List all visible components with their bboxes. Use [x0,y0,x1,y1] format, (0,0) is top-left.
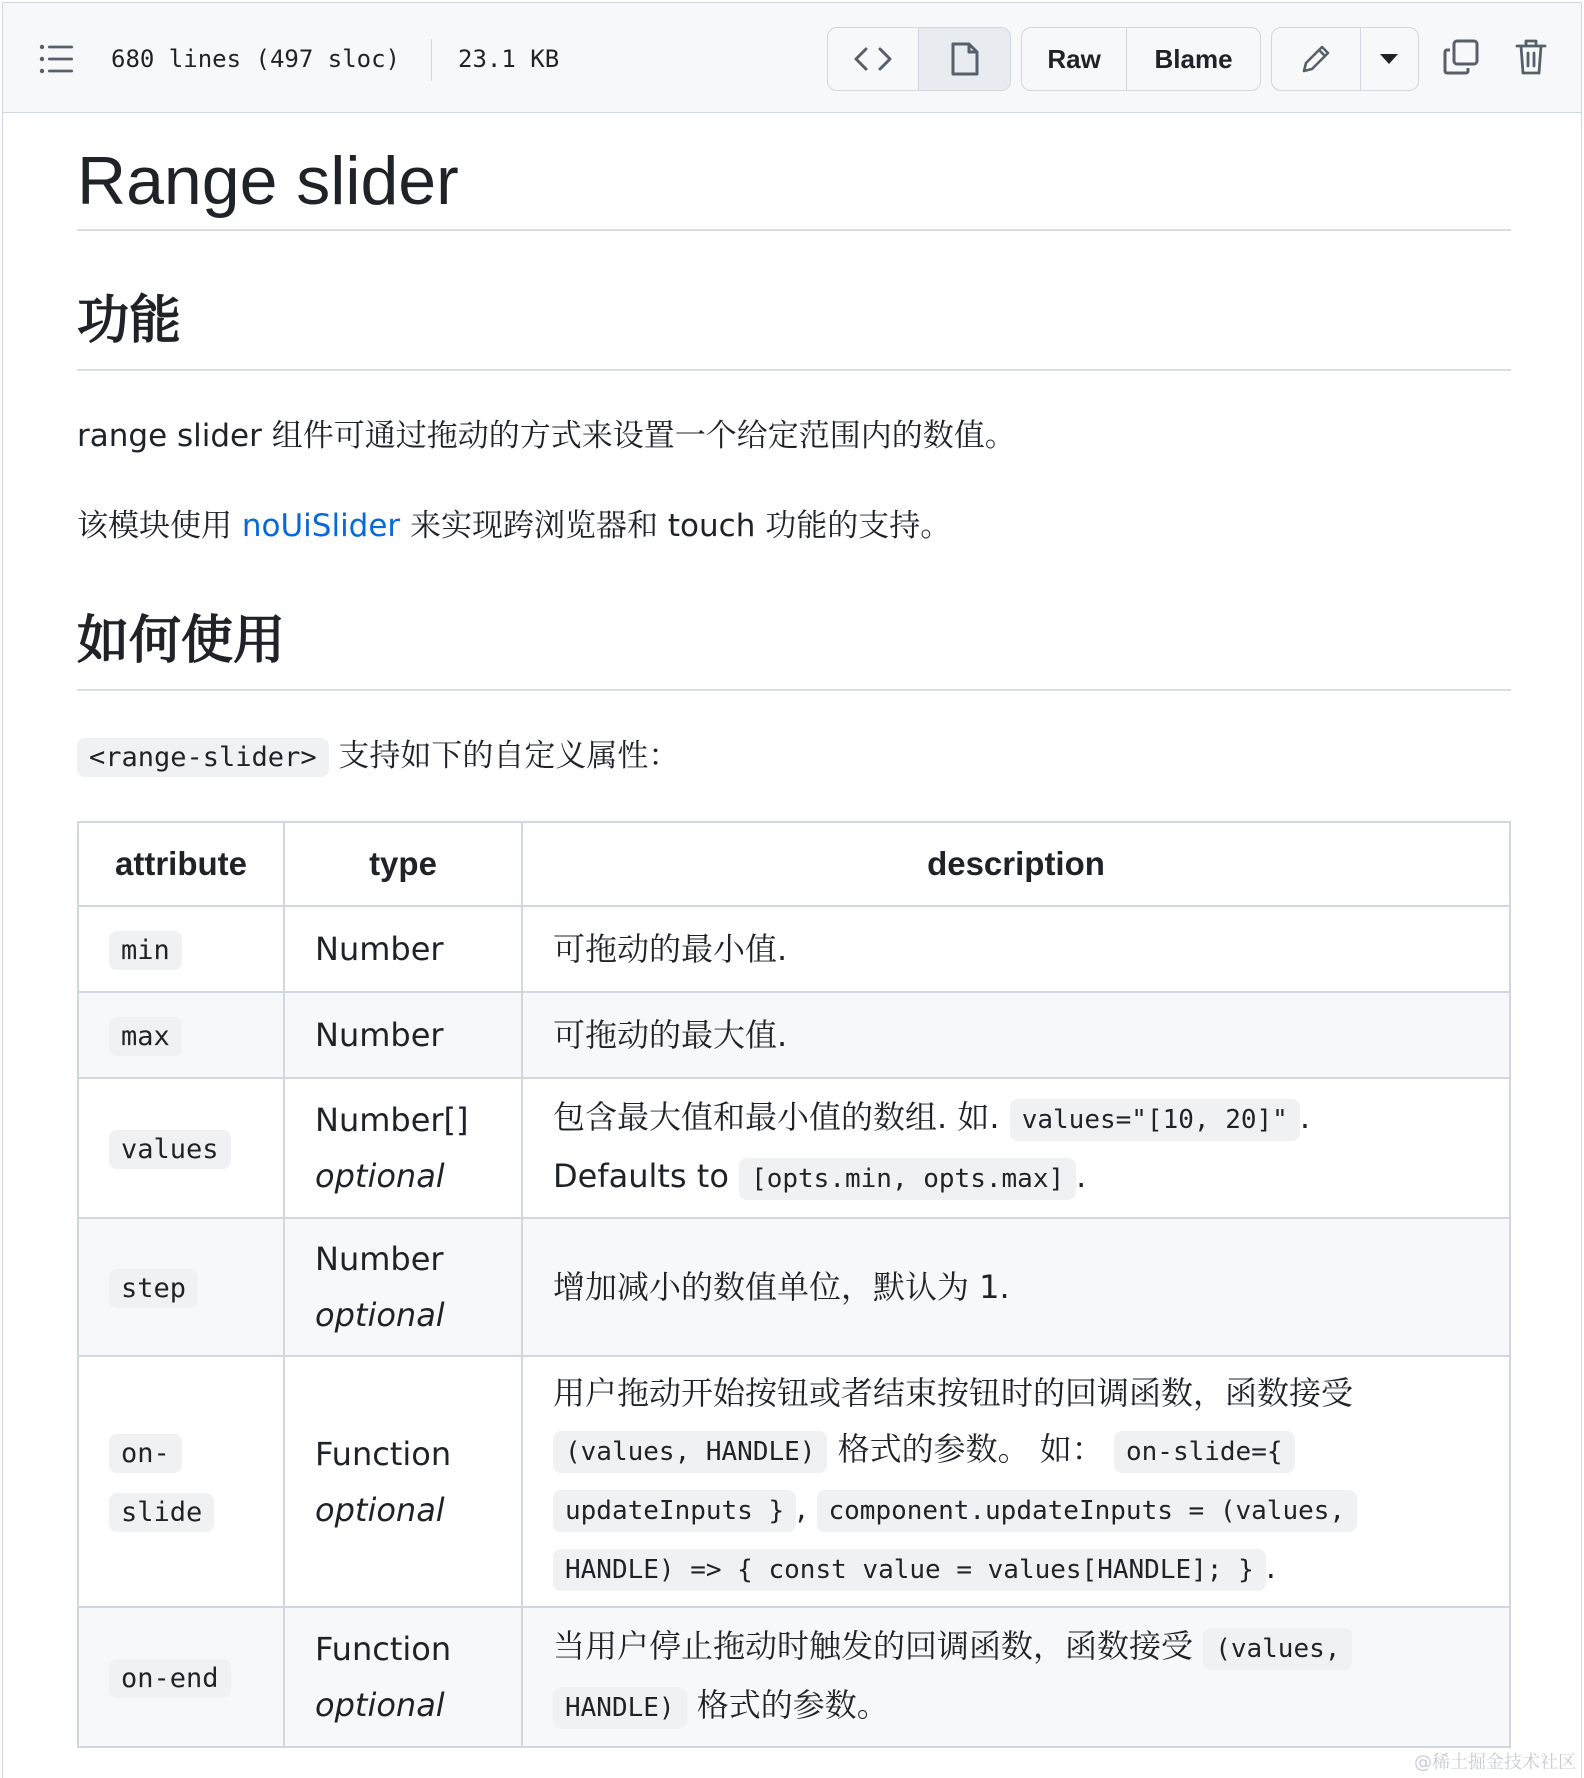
nouislider-link[interactable]: noUiSlider [241,508,401,544]
type-cell [284,906,522,992]
triangle-down-icon [1380,54,1398,64]
desc-text: , [796,1489,807,1527]
attr-code: min [109,931,182,970]
desc-code: values="[10, 20]" [1010,1099,1300,1141]
attr-code: step [109,1269,198,1308]
desc-cell [522,1607,1510,1747]
type-optional: optional [315,1296,445,1334]
table-row [78,992,1510,1078]
type-text: Number [315,1240,444,1278]
usage-intro [77,733,679,781]
table-header-row [78,822,1510,906]
type-text: Number [315,1016,444,1054]
type-cell [284,1356,522,1607]
title-divider [77,229,1511,231]
desc-code: HANDLE) => { const value = values[HANDLE]; } [553,1549,1266,1591]
edit-group [1271,27,1419,91]
preview-view-button[interactable] [919,28,1010,90]
header-attribute: attribute [78,822,284,906]
attr-cell [78,1607,284,1747]
desc-text: 当用户停止拖动时触发的回调函数，函数接受 [553,1627,1204,1665]
attr-cell [78,992,284,1078]
meta-divider [431,39,432,81]
delete-button[interactable] [1509,37,1553,81]
type-optional: optional [315,1490,445,1529]
pencil-icon [1299,42,1333,76]
watermark: @稀土掘金技术社区 [1414,1752,1576,1773]
type-cell [284,1078,522,1218]
type-optional: optional [315,1686,445,1724]
desc-cell: 增加减小的数值单位，默认为 1. [522,1218,1510,1356]
trash-icon [1515,38,1547,80]
desc-code: component.updateInputs = (values, [817,1490,1358,1532]
desc-text: 格式的参数。 如： [827,1430,1114,1468]
attr-cell [78,906,284,992]
table-row [78,1607,1510,1747]
table-row [78,1356,1510,1607]
desc-cell: 可拖动的最大值. [522,992,1510,1078]
edit-dropdown-button[interactable] [1361,28,1418,90]
file-icon [950,41,980,77]
features-heading: 功能 [77,291,182,351]
raw-blame-group [1021,27,1261,91]
header-description: description [522,822,1510,906]
usage-heading: 如何使用 [77,611,286,671]
raw-button[interactable]: Raw [1022,28,1127,90]
blame-button[interactable]: Blame [1154,43,1233,74]
desc-text: . [1265,1548,1276,1586]
edit-button[interactable] [1272,28,1361,90]
type-cell [284,1607,522,1747]
line-count: 680 lines (497 sloc) [111,45,400,73]
desc-code: updateInputs } [553,1490,796,1532]
attr-code: on- [109,1434,182,1473]
usage-divider [77,689,1511,691]
file-size: 23.1 KB [458,45,560,73]
attr-code: slide [109,1493,214,1532]
desc-code: HANDLE) [553,1687,687,1729]
desc-code: (values, [1203,1628,1352,1670]
desc-cell [522,1078,1510,1218]
file-header-bar [3,3,1581,113]
desc-text: 格式的参数。 [686,1686,889,1724]
desc-text: . [1299,1098,1310,1136]
dependency-text-before: 该模块使用 [77,508,242,544]
code-icon [854,46,892,72]
desc-text: . [1076,1157,1087,1195]
type-cell [284,992,522,1078]
view-toggle [827,27,1011,91]
table-row [78,1218,1510,1356]
usage-intro-text: 支持如下的自定义属性： [328,738,680,774]
attr-code: on-end [109,1659,231,1698]
dependency-text-after: 来实现跨浏览器和 touch 功能的支持。 [400,508,952,544]
attr-cell [78,1218,284,1356]
features-divider [77,369,1511,371]
features-paragraph: range slider 组件可通过拖动的方式来设置一个给定范围内的数值。 [77,418,1016,454]
attr-cell [78,1078,284,1218]
type-text: Number[] [315,1101,469,1139]
attr-code: max [109,1017,182,1056]
desc-code: (values, HANDLE) [553,1431,827,1473]
type-cell [284,1218,522,1356]
component-tag-code: <range-slider> [77,738,329,777]
desc-code: [opts.min, opts.max] [739,1158,1076,1200]
file-view [2,2,1582,1778]
copy-icon [1442,38,1480,80]
desc-cell [522,1356,1510,1607]
type-optional: optional [315,1157,445,1195]
type-text: Function [315,1630,452,1668]
table-row [78,906,1510,992]
copy-button[interactable] [1439,37,1483,81]
table-row [78,1078,1510,1218]
attributes-table [77,821,1511,1748]
attr-code: values [109,1130,231,1169]
desc-code: on-slide={ [1114,1431,1295,1473]
desc-text: 用户拖动开始按钮或者结束按钮时的回调函数，函数接受 [553,1374,1354,1412]
attr-cell [78,1356,284,1607]
code-view-button[interactable] [828,28,919,90]
header-type: type [284,822,522,906]
type-text: Number [315,930,444,968]
list-icon[interactable] [39,43,75,75]
type-text: Function [315,1434,452,1473]
desc-cell: 可拖动的最小值. [522,906,1510,992]
desc-text: 包含最大值和最小值的数组. 如. [553,1098,1010,1136]
desc-text: Defaults to [553,1157,740,1195]
page-title: Range slider [77,143,459,219]
dependency-paragraph [77,503,951,549]
